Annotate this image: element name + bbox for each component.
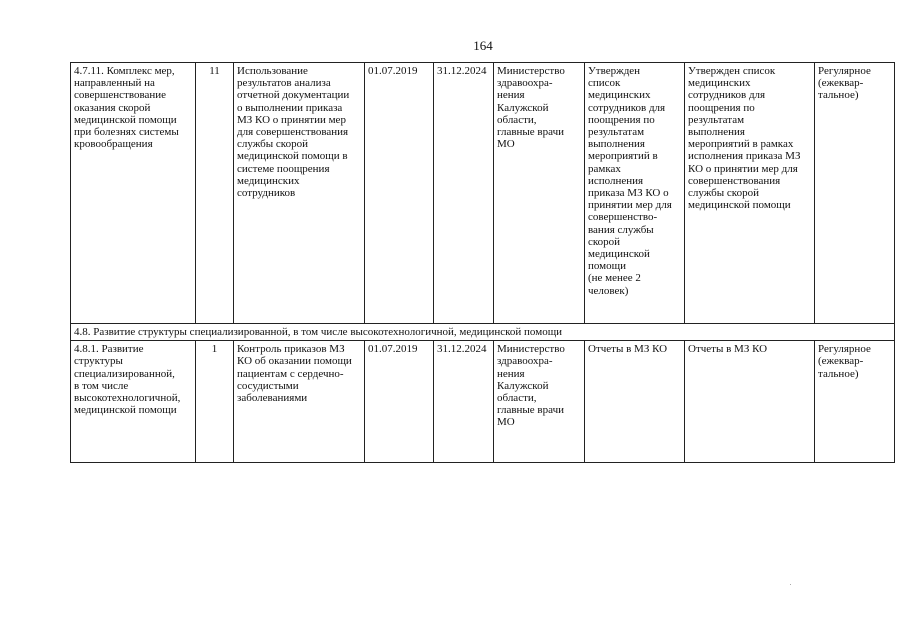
result-cell: Утвержден список медицинских сотрудников для поощрения по результатам выполнения мероприятий в рамках исполнения приказа МЗ КО о принятии мер для совершенство- вания службы скорой медицинской помощи (не менее 2 человек) (585, 63, 685, 324)
item-cell: 4.7.11. Комплекс мер, направленный на совершенствование оказания скорой медицинской помощи при болезнях системы кровообращения (71, 63, 196, 324)
section-row (71, 324, 895, 341)
frequency-cell: Регулярное (ежеквар- тальное) (815, 63, 895, 324)
start-date-cell: 01.07.2019 (365, 63, 434, 324)
activity-cell: Контроль приказов МЗ КО об оказании помощи пациентам с сердечно- сосудистыми заболеваниями (234, 341, 365, 463)
item-cell: 4.8.1. Развитие структуры специализированной, в том числе высокотехнологичной, медицинской помощи (71, 341, 196, 463)
plan-table (70, 62, 895, 463)
activity-cell: Использование результатов анализа отчетной документации о выполнении приказа МЗ КО о принятии мер для совершенствования службы скорой медицинской помощи в системе поощрения медицинских сотрудников (234, 63, 365, 324)
result-cell: Отчеты в МЗ КО (585, 341, 685, 463)
responsible-cell: Министерство здравоохра- нения Калужской области, главные врачи МО (494, 63, 585, 324)
start-date-cell: 01.07.2019 (365, 341, 434, 463)
table-row (71, 341, 895, 463)
section-heading: 4.8. Развитие структуры специализированной, в том числе высокотехнологичной, медицинской помощи (71, 324, 895, 341)
page-number: 164 (473, 38, 493, 53)
indicator-cell: Отчеты в МЗ КО (685, 341, 815, 463)
responsible-cell: Министерство здравоохра- нения Калужской области, главные врачи МО (494, 341, 585, 463)
end-date-cell: 31.12.2024 (434, 63, 494, 324)
table-row (71, 63, 895, 324)
end-date-cell: 31.12.2024 (434, 341, 494, 463)
number-cell: 1 (196, 341, 234, 463)
scan-speck (790, 584, 791, 585)
number-cell: 11 (196, 63, 234, 324)
indicator-cell: Утвержден список медицинских сотрудников для поощрения по результатам выполнения мероприятий в рамках исполнения приказа МЗ КО о принятии мер для совершенствования службы скорой медицинской помощи (685, 63, 815, 324)
frequency-cell: Регулярное (ежеквар- тальное) (815, 341, 895, 463)
